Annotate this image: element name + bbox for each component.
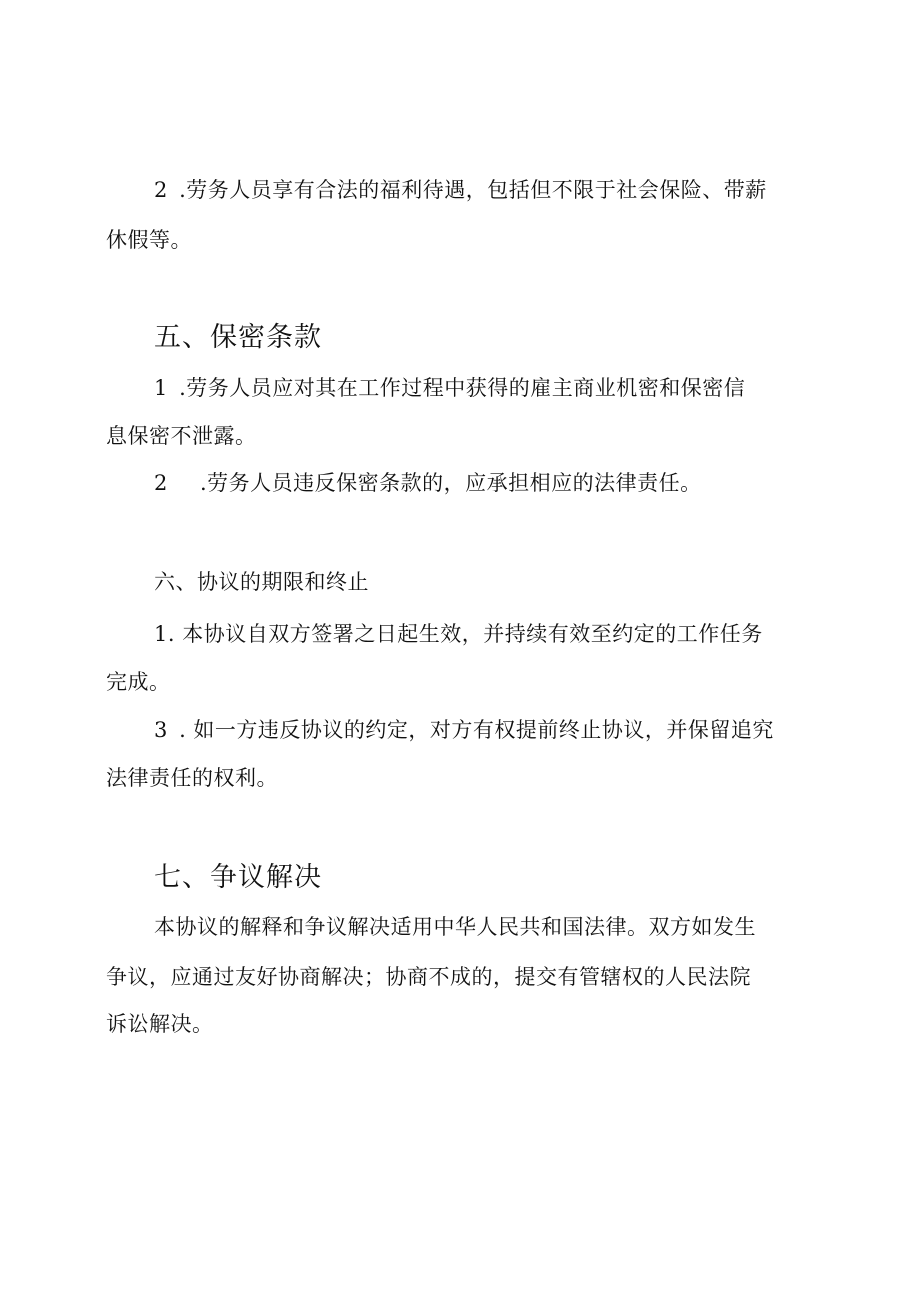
s6-item3-line1 — [154, 714, 814, 746]
s5-item2-text-1: .劳务人员违反保密条款的，应承担相应的法律责任。 — [200, 471, 702, 495]
s6-item1-line1: 1. 本协议自双方签署之日起生效，并持续有效至约定的工作任务 — [154, 622, 763, 646]
s7-para-line3: 诉讼解决。 — [106, 1012, 214, 1036]
section6-heading: 六、协议的期限和终止 — [154, 570, 369, 594]
s5-item2-line1 — [154, 467, 814, 499]
s4-item2-line1 — [154, 174, 814, 206]
s6-item3-text-1: . 如一方违反协议的约定，对方有权提前终止协议，并保留追究 — [179, 718, 774, 742]
s6-item1-line2: 完成。 — [106, 670, 171, 694]
s6-item3-number: 3 — [154, 718, 168, 742]
s4-item2-text-1: .劳务人员享有合法的福利待遇，包括但不限于社会保险、带薪 — [179, 178, 767, 202]
s5-item1-text-1: .劳务人员应对其在工作过程中获得的雇主商业机密和保密信 — [179, 376, 746, 400]
s5-item1-line1 — [154, 372, 814, 404]
s5-item1-number: 1 — [154, 376, 168, 400]
s7-para-line1: 本协议的解释和争议解决适用中华人民共和国法律。双方如发生 — [154, 915, 756, 939]
s4-item2-line2: 休假等。 — [106, 228, 192, 252]
s7-para-line2: 争议，应通过友好协商解决；协商不成的，提交有管辖权的人民法院 — [106, 965, 751, 989]
section5-heading: 五、保密条款 — [154, 322, 322, 353]
s6-item3-line2: 法律责任的权利。 — [106, 766, 278, 790]
s5-item2-number: 2 — [154, 471, 168, 495]
section7-heading: 七、争议解决 — [154, 862, 322, 893]
s4-item2-number: 2 — [154, 178, 168, 202]
s5-item1-line2: 息保密不泄露。 — [106, 424, 257, 448]
